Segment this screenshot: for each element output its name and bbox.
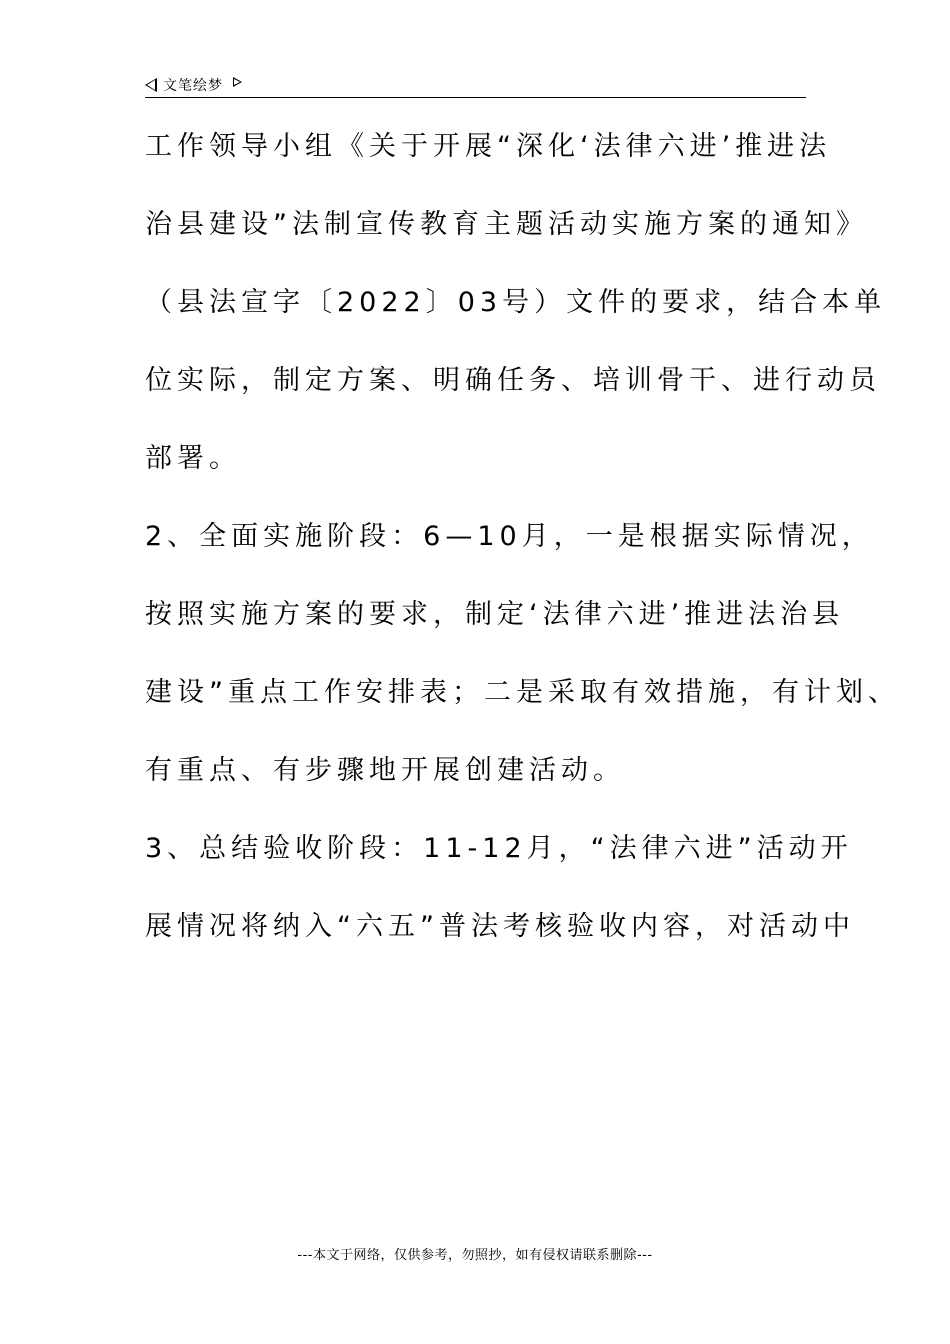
body-line: 部署。 xyxy=(145,443,241,474)
body-line: 治县建设”法制宣传教育主题活动实施方案的通知》 xyxy=(145,209,868,240)
document-body xyxy=(145,122,900,980)
body-line: 3、总结验收阶段：11-12月，“法律六进”活动开 xyxy=(145,833,853,864)
body-line: 展情况将纳入“六五”普法考核验收内容，对活动中 xyxy=(145,911,855,942)
body-line: 2、全面实施阶段：6—10月，一是根据实际情况， xyxy=(145,521,874,552)
right-triangle-icon xyxy=(233,77,242,87)
body-line: 有重点、有步骤地开展创建活动。 xyxy=(145,755,625,786)
body-line: 位实际，制定方案、明确任务、培训骨干、进行动员 xyxy=(145,365,881,396)
header-brand: 文笔绘梦 xyxy=(163,78,223,94)
body-line: 工作领导小组《关于开展“深化‘法律六进’推进法 xyxy=(145,131,832,162)
header-divider xyxy=(145,97,806,98)
left-triangle-icon xyxy=(145,78,157,92)
body-line: 按照实施方案的要求，制定‘法律六进’推进法治县 xyxy=(145,599,845,630)
footer-disclaimer: ---本文于网络，仅供参考，勿照抄，如有侵权请联系删除--- xyxy=(297,1248,653,1263)
page-header xyxy=(145,72,805,98)
body-line: 建设”重点工作安排表；二是采取有效措施，有计划、 xyxy=(145,677,900,708)
body-line: （县法宣字〔2022〕03号）文件的要求，结合本单 xyxy=(145,287,887,318)
